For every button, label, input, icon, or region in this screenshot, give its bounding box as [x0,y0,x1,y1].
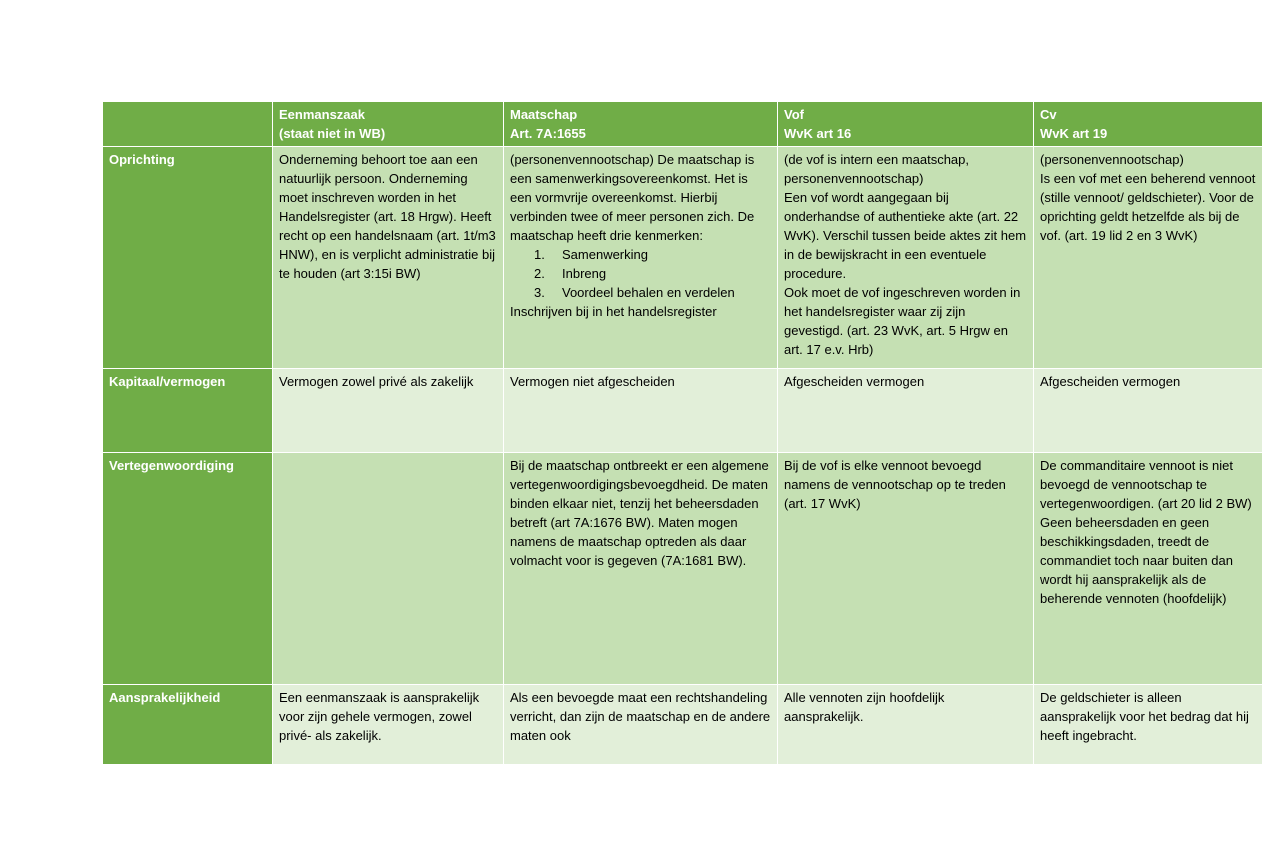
cell-aansprakelijkheid-vof: Alle vennoten zijn hoofdelijk aansprakelijk. [778,685,1034,765]
cell-kapitaal-vof: Afgescheiden vermogen [778,369,1034,453]
paragraph: (personenvennootschap) De maatschap is een samenwerkingsovereenkomst. Het is een vormvrije overeenkomst. Hierbij verbinden twee of meer personen zich. De maatschap heeft drie kenmerken: [510,152,755,243]
list-number: 2. [534,266,545,281]
cell-vertegenwoordiging-vof: Bij de vof is elke vennoot bevoegd namens de vennootschap op te treden (art. 17 WvK) [778,453,1034,685]
header-corner-cell [103,102,273,147]
cell-vertegenwoordiging-eenmanszaak [273,453,504,685]
comparison-table-container [102,101,1256,743]
row-label-kapitaal: Kapitaal/vermogen [103,369,273,453]
cell-aansprakelijkheid-cv: De geldschieter is alleen aansprakelijk voor het bedrag dat hij heeft ingebracht. [1034,685,1263,765]
list-item [534,245,771,264]
cell-oprichting-eenmanszaak: Onderneming behoort toe aan een natuurlijk persoon. Onderneming moet inschreven worden in het Handelsregister (art. 18 Hrgw). Heeft recht op een handelsnaam (art. 1t/m3 HNW), en is verplicht administratie bij te houden (art 3:15i BW) [273,147,504,369]
cell-oprichting-vof [778,147,1034,369]
cell-oprichting-maatschap [504,147,778,369]
paragraph: Is een vof met een beherend vennoot (stille vennoot/ geldschieter). Voor de oprichting geldt hetzelfde als bij de vof. (art. 19 lid 2 en 3 WvK) [1040,171,1256,243]
header-title: Maatschap [510,107,578,122]
paragraph: Inschrijven bij in het handelsregister [510,304,717,319]
list-text: Inbreng [562,266,607,281]
list-text: Samenwerking [562,247,648,262]
list-text: Voordeel behalen en verdelen [562,285,735,300]
list-item [534,264,771,283]
header-row [103,102,1263,147]
cell-vertegenwoordiging-cv: De commanditaire vennoot is niet bevoegd de vennootschap te vertegenwoordigen. (art 20 lid 2 BW) Geen beheersdaden en geen beschikkingsdaden, treedt de commandiet toch naar buiten dan wordt hij aansprakelijk als de beherende vennoten (hoofdelijk) [1034,453,1263,685]
cell-aansprakelijkheid-eenmanszaak: Een eenmanszaak is aansprakelijk voor zijn gehele vermogen, zowel privé- als zakelijk. [273,685,504,765]
paragraph: (personenvennootschap) [1040,152,1184,167]
header-maatschap [504,102,778,147]
row-label-vertegenwoordiging: Vertegenwoordiging [103,453,273,685]
row-aansprakelijkheid [103,685,1263,765]
list-number: 1. [534,247,545,262]
header-vof [778,102,1034,147]
header-title: Cv [1040,107,1057,122]
cell-kapitaal-maatschap: Vermogen niet afgescheiden [504,369,778,453]
paragraph: Een vof wordt aangegaan bij onderhandse of authentieke akte (art. 22 WvK). Verschil tussen beide aktes zit hem in de bewijskracht in een eventuele procedure. [784,190,1027,281]
cell-oprichting-cv [1034,147,1263,369]
row-label-oprichting: Oprichting [103,147,273,369]
header-subtitle: WvK art 16 [784,126,852,141]
header-subtitle: Art. 7A:1655 [510,126,586,141]
header-title: Eenmanszaak [279,107,365,122]
header-subtitle: (staat niet in WB) [279,126,386,141]
header-title: Vof [784,107,804,122]
cell-kapitaal-eenmanszaak: Vermogen zowel privé als zakelijk [273,369,504,453]
comparison-table [102,101,1263,765]
header-subtitle: WvK art 19 [1040,126,1108,141]
paragraph: (de vof is intern een maatschap, personenvennootschap) [784,152,969,186]
cell-kapitaal-cv: Afgescheiden vermogen [1034,369,1263,453]
paragraph: Ook moet de vof ingeschreven worden in het handelsregister waar zij zijn gevestigd. (art. 23 WvK, art. 5 Hrgw en art. 17 e.v. Hrb) [784,285,1021,357]
row-label-aansprakelijkheid: Aansprakelijkheid [103,685,273,765]
list-number: 3. [534,285,545,300]
numbered-list [510,245,771,302]
row-kapitaal [103,369,1263,453]
cell-aansprakelijkheid-maatschap: Als een bevoegde maat een rechtshandeling verricht, dan zijn de maatschap en de andere maten ook [504,685,778,765]
row-oprichting [103,147,1263,369]
row-vertegenwoordiging [103,453,1263,685]
list-item [534,283,771,302]
header-eenmanszaak [273,102,504,147]
header-cv [1034,102,1263,147]
cell-vertegenwoordiging-maatschap: Bij de maatschap ontbreekt er een algemene vertegenwoordigingsbevoegdheid. De maten binden elkaar niet, tenzij het beheersdaden betreft (art 7A:1676 BW). Maten mogen namens de maatschap optreden als daar volmacht voor is gegeven (7A:1681 BW). [504,453,778,685]
